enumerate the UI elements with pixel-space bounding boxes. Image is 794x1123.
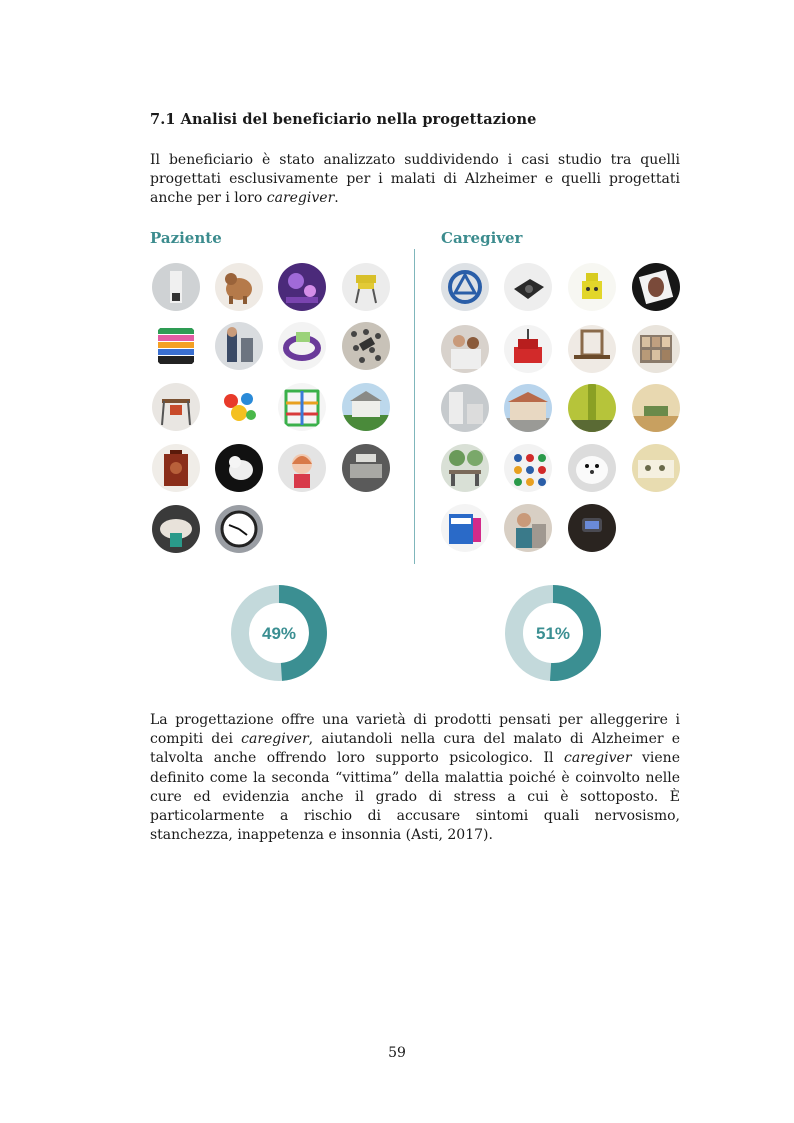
thumb-photo-15 (278, 444, 326, 492)
thumb-photo-23 (441, 325, 489, 373)
thumb-photo-30 (632, 384, 680, 432)
paziente-donut-chart (231, 585, 327, 681)
thumb-photo-12 (342, 383, 390, 431)
thumb-photo-36 (504, 504, 552, 552)
thumb-photo-18 (215, 505, 263, 553)
caregiver-donut-chart (505, 585, 601, 681)
thumb-photo-4 (342, 263, 390, 311)
intro-text-1: Il beneficiario è stato analizzato suddividendo i casi studio tra quelli progettati esclusivamente per i malati di Alzheimer e quelli progettati anche per i loro (150, 152, 680, 207)
thumb-photo-16 (342, 444, 390, 492)
thumb-photo-11 (278, 383, 326, 431)
thumb-photo-27 (441, 384, 489, 432)
thumb-photo-9 (152, 383, 200, 431)
body-italic-1: caregiver (241, 731, 309, 748)
intro-italic: caregiver (266, 190, 335, 207)
thumb-photo-20 (504, 263, 552, 311)
column-divider (414, 249, 415, 564)
thumb-photo-32 (504, 444, 552, 492)
paziente-label: Paziente (150, 229, 222, 247)
thumb-photo-25 (568, 325, 616, 373)
thumb-photo-28 (504, 384, 552, 432)
body-text-2: , aiutandoli nella cura del malato di Alzheimer e talvolta anche offrendo loro supporto psicologico. Il (150, 731, 680, 767)
thumb-photo-13 (152, 444, 200, 492)
thumb-photo-24 (504, 325, 552, 373)
thumb-photo-26 (632, 325, 680, 373)
thumb-photo-35 (441, 504, 489, 552)
thumb-photo-19 (441, 263, 489, 311)
thumb-photo-1 (152, 263, 200, 311)
thumb-photo-17 (152, 505, 200, 553)
thumb-photo-31 (441, 444, 489, 492)
thumb-photo-3 (278, 263, 326, 311)
body-text-3: viene definito come la seconda “vittima” della malattia poiché è coinvolto nelle cure ed evidenzia anche il grado di stress a cui è sottoposto. È particolarmente a rischio di accusare sintomi quali nervosismo, stanchezza, inappetenza e insonnia (Asti, 2017). (150, 750, 680, 844)
thumb-photo-33 (568, 444, 616, 492)
thumb-photo-37 (568, 504, 616, 552)
body-text-1: La progettazione offre una varietà di prodotti pensati per alleggerire i compiti dei (150, 712, 680, 748)
caregiver-label: Caregiver (441, 229, 523, 247)
section-heading: 7.1 Analisi del beneficiario nella progettazione (150, 111, 537, 128)
body-paragraph (150, 711, 680, 845)
intro-text-2: . (334, 190, 339, 207)
thumb-photo-34 (632, 444, 680, 492)
thumb-photo-2 (215, 263, 263, 311)
thumb-photo-22 (632, 263, 680, 311)
donut-center-label: 51% (535, 624, 571, 643)
thumb-photo-7 (278, 322, 326, 370)
thumb-photo-6 (215, 322, 263, 370)
thumb-photo-21 (568, 263, 616, 311)
body-italic-2: caregiver (564, 750, 632, 767)
thumb-photo-14 (215, 444, 263, 492)
thumb-photo-29 (568, 384, 616, 432)
intro-paragraph (150, 151, 680, 209)
thumb-photo-8 (342, 322, 390, 370)
thumb-photo-5 (152, 322, 200, 370)
donut-center-label: 49% (261, 624, 297, 643)
page-number: 59 (388, 1045, 406, 1061)
thumb-photo-10 (215, 383, 263, 431)
